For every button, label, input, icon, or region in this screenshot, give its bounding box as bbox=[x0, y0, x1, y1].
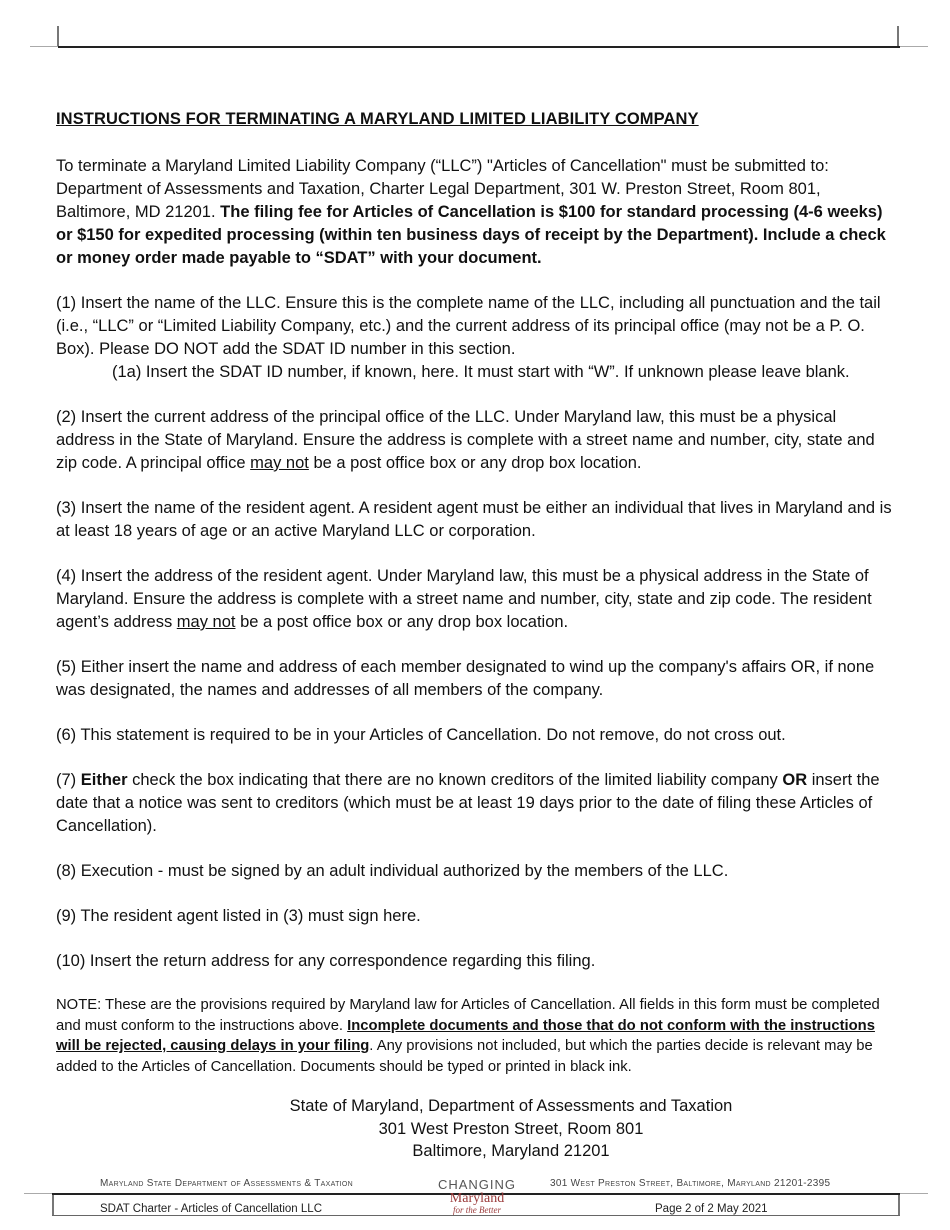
intro-paragraph bbox=[56, 155, 892, 270]
intro-fee-text: The filing fee for Articles of Cancellation is $100 for standard processing (4-6 weeks) or $150 for expedited processing (within ten business days of receipt by the Department). Include a check or money order made payable to “SDAT” with your document. bbox=[56, 203, 886, 267]
address-line-1: State of Maryland, Department of Assessments and Taxation bbox=[289, 1097, 733, 1115]
instruction-7-or: OR bbox=[782, 771, 808, 789]
instruction-7-text: check the box indicating that there are no known creditors of the limited liability company bbox=[127, 771, 783, 789]
instruction-7-num: (7) bbox=[56, 771, 81, 789]
footer-right-tick bbox=[898, 1195, 900, 1215]
agency-address bbox=[56, 1095, 892, 1163]
address-line-2: 301 West Preston Street, Room 801 bbox=[378, 1119, 644, 1138]
instruction-2-text-end: be a post office box or any drop box location. bbox=[308, 454, 642, 472]
instruction-7-either: Either bbox=[80, 771, 128, 789]
instruction-4-underline: may not bbox=[176, 613, 236, 631]
instruction-4 bbox=[56, 565, 892, 634]
intro-text: To terminate a Maryland Limited Liability Company (“LLC”) "Articles of Cancellation" must be submitted to: Department of Assessments and Taxation, Charter Legal Department, 301 W. Preston Street, Room 801, Baltimore, MD 21201. bbox=[56, 157, 829, 221]
instruction-8: (8) Execution - must be signed by an adult individual authorized by the members of the LLC. bbox=[56, 862, 729, 880]
note-warning: Incomplete documents and those that do not conform with the instructions will be rejected, causing delays in your filing bbox=[56, 1017, 875, 1054]
header-left-tick bbox=[57, 26, 59, 46]
instruction-2 bbox=[56, 406, 892, 475]
note-text-end: . Any provisions not included, but which the parties decide is relevant may be added to the Articles of Cancellation. Documents should be typed or printed in black ink. bbox=[56, 1038, 873, 1075]
instruction-5: (5) Either insert the name and address of each member designated to wind up the company's affairs OR, if none was designated, the names and addresses of all members of the company. bbox=[56, 658, 875, 699]
header-rule bbox=[58, 46, 900, 48]
instruction-2-text: (2) Insert the current address of the principal office of the LLC. Under Maryland law, this must be a physical address in the State of Maryland. Ensure the address is complete with a street name and number, city, state and zip code. A principal office bbox=[56, 408, 875, 472]
instruction-6: (6) This statement is required to be in your Articles of Cancellation. Do not remove, do not cross out. bbox=[56, 726, 786, 744]
instruction-1: (1) Insert the name of the LLC. Ensure this is the complete name of the LLC, including all punctuation and the tail (i.e., “LLC” or “Limited Liability Company, etc.) and the current address of its principal office (may not be a P. O. Box). Please DO NOT add the SDAT ID number in this section. bbox=[56, 294, 881, 358]
note-paragraph bbox=[56, 995, 892, 1077]
note-text: NOTE: These are the provisions required by Maryland law for Articles of Cancellation. All fields in this form must be completed and must conform to the instructions above. bbox=[56, 997, 880, 1034]
instruction-2-underline: may not bbox=[250, 454, 309, 472]
document-body bbox=[56, 110, 892, 1163]
footer-agency-name: Maryland State Department of Assessments & Taxation bbox=[100, 1178, 353, 1189]
instruction-7-text-end: insert the date that a notice was sent to creditors (which must be at least 19 days prior to the date of filing these Articles of Cancellation). bbox=[56, 771, 880, 835]
instruction-3: (3) Insert the name of the resident agent. A resident agent must be either an individual that lives in Maryland and is at least 18 years of age or an active Maryland LLC or corporation. bbox=[56, 499, 892, 540]
instruction-4-text-end: be a post office box or any drop box location. bbox=[235, 613, 569, 631]
address-line-3: Baltimore, Maryland 21201 bbox=[412, 1142, 610, 1160]
logo-line-2: Maryland bbox=[449, 1191, 505, 1206]
footer-page-number: Page 2 of 2 May 2021 bbox=[655, 1203, 768, 1215]
instruction-9: (9) The resident agent listed in (3) must sign here. bbox=[56, 907, 421, 925]
instruction-4-text: (4) Insert the address of the resident agent. Under Maryland law, this must be a physical address in the State of Maryland. Ensure the address is complete with a street name and number, city, state and zip code. The resident agent’s address bbox=[56, 567, 872, 631]
instruction-10: (10) Insert the return address for any correspondence regarding this filing. bbox=[56, 952, 596, 970]
footer-form-name: SDAT Charter - Articles of Cancellation LLC bbox=[100, 1203, 322, 1215]
header-right-stub bbox=[900, 46, 928, 47]
logo-line-1: CHANGING bbox=[437, 1177, 517, 1192]
instruction-1a: (1a) Insert the SDAT ID number, if known, here. It must start with “W”. If unknown please leave blank. bbox=[112, 363, 850, 381]
changing-maryland-logo bbox=[430, 1178, 524, 1215]
footer-agency-address: 301 West Preston Street, Baltimore, Maryland 21201-2395 bbox=[550, 1178, 831, 1189]
logo-line-3: for the Better bbox=[453, 1205, 501, 1215]
page-title: INSTRUCTIONS FOR TERMINATING A MARYLAND LIMITED LIABILITY COMPANY bbox=[56, 110, 699, 128]
footer-left-stub bbox=[24, 1193, 52, 1194]
footer-right-stub bbox=[900, 1193, 928, 1194]
header-right-tick bbox=[897, 26, 899, 46]
instruction-7 bbox=[56, 769, 892, 838]
footer-rule-bottom bbox=[52, 1215, 900, 1216]
footer-left-tick bbox=[52, 1195, 54, 1215]
header-left-stub bbox=[30, 46, 58, 47]
